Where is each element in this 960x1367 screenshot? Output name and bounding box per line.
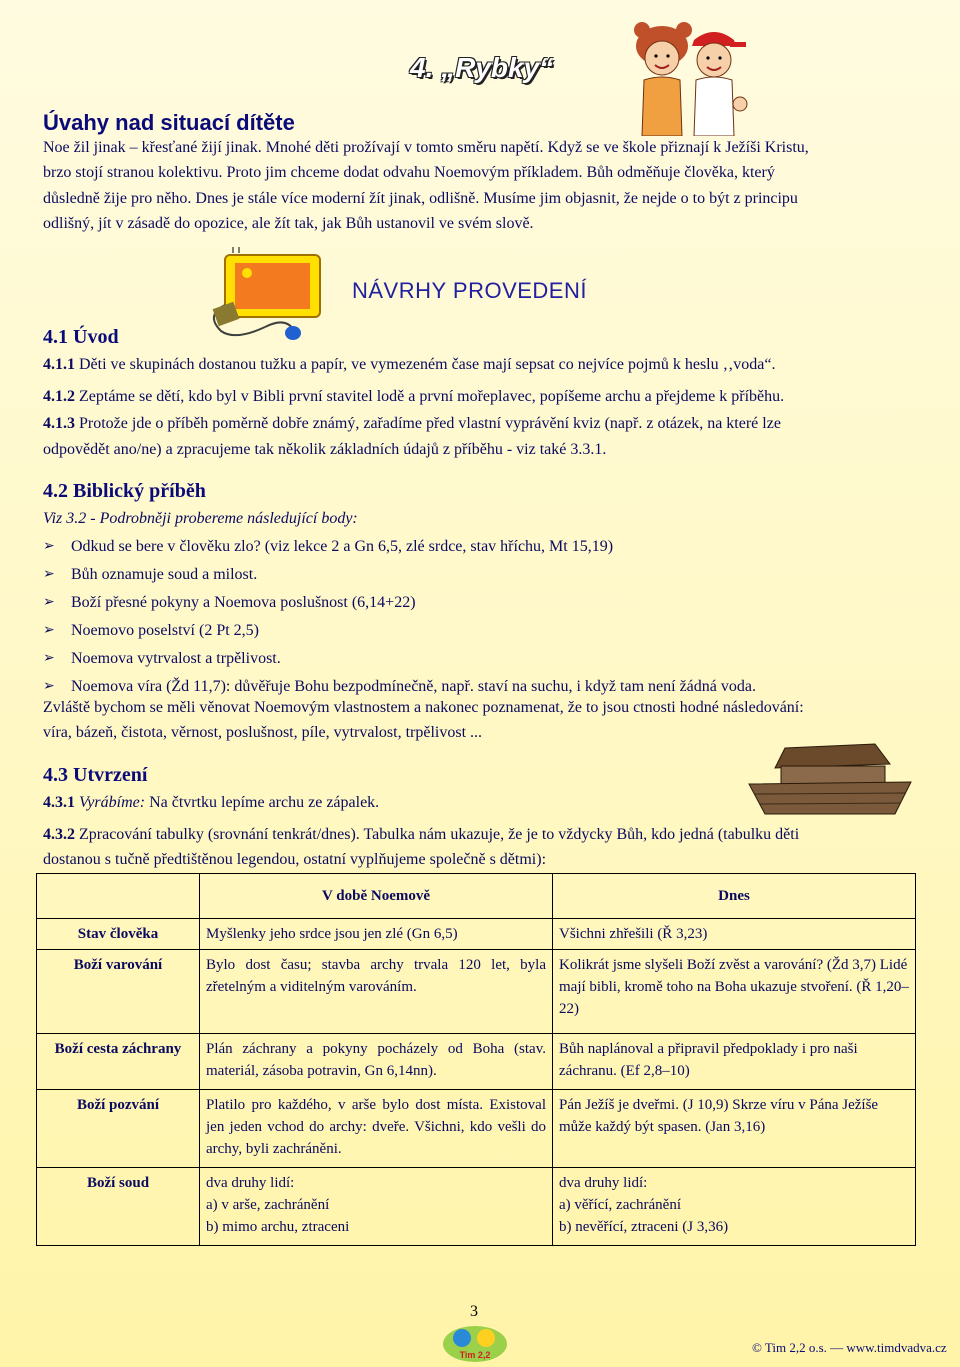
list-item: ➢ Bůh oznamuje soud a milost. bbox=[43, 561, 913, 589]
list-item: ➢ Boží přesné pokyny a Noemova poslušnost (6,14+22) bbox=[43, 589, 913, 617]
footer-copyright: © Tim 2,2 o.s. — www.timdvadva.cz bbox=[752, 1340, 947, 1355]
computer-illustration bbox=[205, 245, 345, 345]
arrow-bullet-icon: ➢ bbox=[43, 651, 55, 666]
page-number: 3 bbox=[470, 1303, 478, 1320]
arrow-bullet-icon: ➢ bbox=[43, 679, 55, 694]
logo-text: Tim 2,2 bbox=[459, 1350, 491, 1360]
table-row bbox=[37, 1090, 916, 1168]
situace-line: Noe žil jinak – křesťané žijí jinak. Mnohé děti prožívají v tomto směru napětí. Když se ve škole přiznají k Ježíši Kristu, bbox=[43, 139, 809, 156]
list-item: ➢ Odkud se bere v člověku zlo? (viz lekce 2 a Gn 6,5, zlé srdce, stav hříchu, Mt 15,19) bbox=[43, 533, 913, 561]
utvrzeni-item: 4.3.2 Zpracování tabulky (srovnání tenkrát/dnes). Tabulka nám ukazuje, že je to vždycky Bůh, kdo jedná (tabulku děti bbox=[43, 826, 800, 843]
table-row bbox=[37, 919, 916, 950]
row-label: Boží soud bbox=[37, 1168, 200, 1246]
tim-logo bbox=[440, 1318, 510, 1364]
uvod-item: odpovědět ano/ne) a zpracujeme tak několik základních údajů z příběhu - viz také 3.3.1. bbox=[43, 441, 607, 458]
arrow-bullet-icon: ➢ bbox=[43, 595, 55, 610]
table-header bbox=[37, 874, 200, 919]
pribeh-after-line: víra, bázeň, čistota, věrnost, poslušnost, píle, vytrvalost, trpělivost ... bbox=[43, 724, 483, 741]
comparison-table bbox=[36, 873, 916, 1246]
arrow-bullet-icon: ➢ bbox=[43, 539, 55, 554]
page-title: 4. „Rybky“ bbox=[410, 52, 554, 83]
cell-now: Všichni zhřešili (Ř 3,23) bbox=[553, 919, 916, 950]
row-label: Boží pozvání bbox=[37, 1090, 200, 1168]
cell-now: Kolikrát jsme slyšeli Boží zvěst a varování? (Žd 3,7) Lidé mají bibli, kromě toho na Boha ukazuje stvoření. (Ř 1,20–22) bbox=[553, 950, 916, 1034]
pribeh-bullet-list bbox=[43, 533, 913, 701]
pribeh-after-line: Zvláště bychom se měli věnovat Noemovým vlastnostem a nakonec poznamenat, že to jsou ctnosti hodné následování: bbox=[43, 699, 804, 716]
cell-now: Pán Ježíš je dveřmi. (J 10,9) Skrze víru v Pána Ježíše může každý být spasen. (Jan 3,16) bbox=[553, 1090, 916, 1168]
list-item: ➢ Noemovo poselství (2 Pt 2,5) bbox=[43, 617, 913, 645]
row-label: Boží cesta záchrany bbox=[37, 1034, 200, 1090]
section-heading-utvrzeni: 4.3 Utvrzení bbox=[43, 764, 148, 786]
section-heading-pribeh: 4.2 Biblický příběh bbox=[43, 480, 206, 502]
situace-line: brzo stojí stranou kolektivu. Proto jim chceme dodat odvahu Noemovým příkladem. Bůh odměňuje člověka, který bbox=[43, 164, 775, 181]
section-heading-situace: Úvahy nad situací dítěte bbox=[43, 110, 295, 135]
utvrzeni-item: 4.3.1 Vyrábíme: Na čtvrtku lepíme archu ze zápalek. bbox=[43, 794, 380, 811]
pribeh-intro: Viz 3.2 - Podrobněji probereme následující body: bbox=[43, 510, 358, 527]
cell-then: Platilo pro každého, v arše bylo dost místa. Existoval jen jeden vchod do archy: dveře. Všichni, kdo vešli do archy, byli zachráněni. bbox=[200, 1090, 553, 1168]
uvod-item: 4.1.1 Děti ve skupinách dostanou tužku a papír, ve vymezeném čase mají sepsat co nejvíce pojmů k heslu ‚‚voda“. bbox=[43, 356, 776, 373]
table-row bbox=[37, 1034, 916, 1090]
arrow-bullet-icon: ➢ bbox=[43, 567, 55, 582]
list-item: ➢ Noemova víra (Žd 11,7): důvěřuje Bohu bezpodmínečně, např. staví na suchu, i když tam není žádná voda. bbox=[43, 673, 913, 701]
section-heading-uvod: 4.1 Úvod bbox=[43, 326, 119, 348]
row-label: Boží varování bbox=[37, 950, 200, 1034]
cell-then: Bylo dost času; stavba archy trvala 120 let, byla zřetelným a viditelným varováním. bbox=[200, 950, 553, 1034]
list-item: ➢ Noemova vytrvalost a trpělivost. bbox=[43, 645, 913, 673]
navrhy-heading: NÁVRHY PROVEDENÍ bbox=[352, 278, 587, 303]
utvrzeni-item-cont: dostanou s tučně předtištěnou legendou, ostatní vyplňujeme společně s dětmi): bbox=[43, 851, 547, 868]
children-illustration bbox=[622, 18, 752, 136]
table-header: Dnes bbox=[553, 874, 916, 919]
uvod-item: 4.1.3 Protože jde o příběh poměrně dobře známý, zařadíme před vlastní vyprávění kviz (např. z otázek, na které lze bbox=[43, 415, 781, 432]
table-row bbox=[37, 1168, 916, 1246]
cell-now: Bůh naplánoval a připravil předpoklady i pro naši záchranu. (Ef 2,8–10) bbox=[553, 1034, 916, 1090]
situace-line: důsledně žije pro něho. Dnes je stále více moderní žít jinak, odlišně. Musíme jim objasnit, že nejde o to být z principu bbox=[43, 190, 798, 207]
uvod-item: 4.1.2 Zeptáme se dětí, kdo byl v Bibli první stavitel lodě a první mořeplavec, popíšeme archu a přejdeme k příběhu. bbox=[43, 388, 785, 405]
cell-then: Myšlenky jeho srdce jsou jen zlé (Gn 6,5) bbox=[200, 919, 553, 950]
table-header: V době Noemově bbox=[200, 874, 553, 919]
cell-now: dva druhy lidí: a) věřící, zachránění b) nevěřící, ztraceni (J 3,36) bbox=[553, 1168, 916, 1246]
cell-then: dva druhy lidí: a) v arše, zachránění b) mimo archu, ztraceni bbox=[200, 1168, 553, 1246]
table-row bbox=[37, 950, 916, 1034]
table-header-row bbox=[37, 874, 916, 919]
arrow-bullet-icon: ➢ bbox=[43, 623, 55, 638]
row-label: Stav člověka bbox=[37, 919, 200, 950]
situace-line: odlišný, jít v zásadě do opozice, ale žít tak, jak Bůh ustanovil ve svém slově. bbox=[43, 215, 534, 232]
cell-then: Plán záchrany a pokyny pocházely od Boha (stav. materiál, zásoba potravin, Gn 6,14nn). bbox=[200, 1034, 553, 1090]
